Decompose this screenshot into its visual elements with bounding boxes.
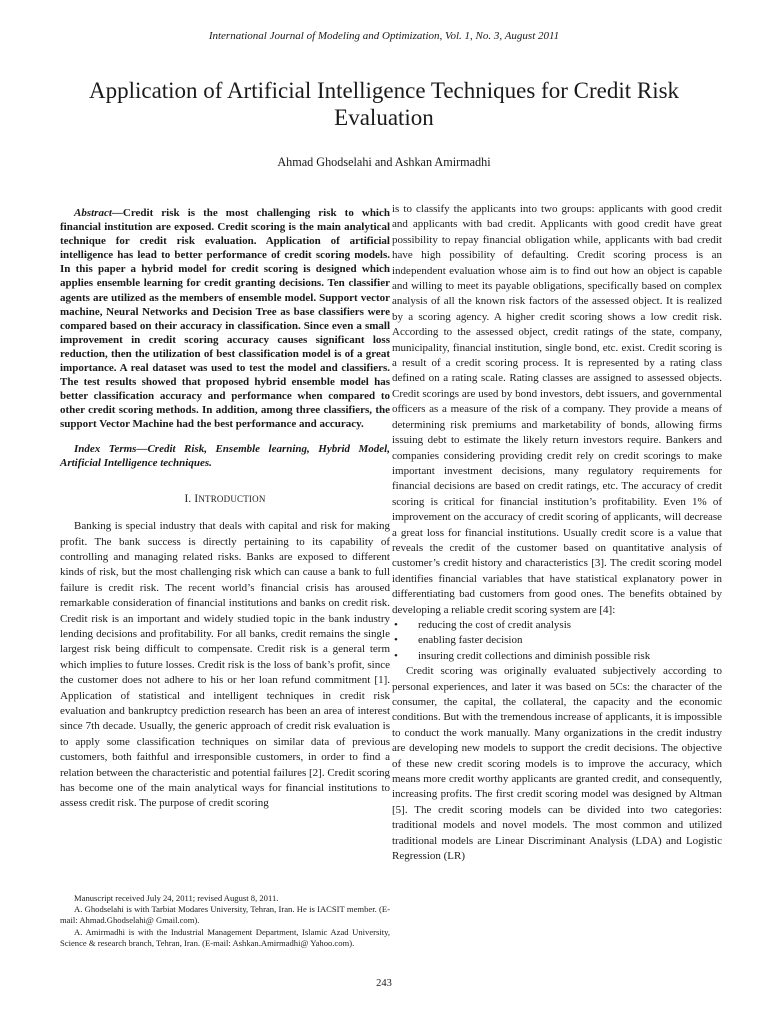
- index-terms-label: Index Terms—: [74, 442, 148, 455]
- abstract-text: Credit risk is the most challenging risk to which financial institution are exposed. Credit scoring is the main analytical technique for credit risk evaluation. Application of artificial intelligence has lead to better performance of credit scoring models. In this paper a hybrid model for credit scoring is designed which applies ensemble learning for credit granting decisions. Ten classifier agents are utilized as the members of ensemble model. Support vector machine, Neural Networks and Decision Tree as base classifiers were compared based on their accuracy in classification. Since even a small improvement in credit scoring accuracy causes significant loss reduction, then the utilization of best classification model is of a great importance. A real dataset was used to test the model and classifiers. The test results showed that proposed hybrid ensemble model has better classification accuracy and performance when compared to other credit scoring methods. In addition, among three classifiers, the support Vector Machine had the best performance and accuracy.: [60, 207, 390, 431]
- section-heading-introduction: [60, 492, 390, 507]
- right-column: [392, 202, 722, 864]
- right-paragraph-2: Credit scoring was originally evaluated subjectively according to personal experiences, and later it was based on 5Cs: the character of the consumer, the capital, the collateral, the capacity and the economic conditions. But with the tremendous increase of applicants, it is impossible to conduct the work manually. Many organizations in the credit industry are developing new models to support the credit decisions. The objective of these new credit scoring models is to improve the accuracy, which means more credit worthy applicants are granted credit, and consequently, increasing profits. The first credit scoring model was designed by Altman [5]. The credit scoring models can be divided into two categories: traditional models and novel models. The most common and utilized traditional models are Linear Discriminant Analysis (LDA) and Logistic Regression (LR): [392, 665, 722, 863]
- benefits-list: [392, 618, 722, 664]
- list-item-text: enabling faster decision: [418, 634, 523, 647]
- left-column: [60, 206, 390, 812]
- section-numeral: I.: [184, 492, 195, 505]
- abstract-label: Abstract—: [74, 207, 123, 219]
- footnote-author-1: A. Ghodselahi is with Tarbiat Modares University, Tehran, Iran. He is IACSIT member. (E-mail: Ahmad.Ghodselahi@ Gmail.com).: [60, 904, 390, 926]
- authors: Ahmad Ghodselahi and Ashkan Amirmadhi: [277, 155, 491, 169]
- section-title-rest: NTRODUCTION: [198, 493, 266, 504]
- intro-paragraph: Banking is special industry that deals with capital and risk for making profit. The bank success is directly pertaining to its capability of controlling and managing related risks. Banks are exposed to different kinds of risk, but the most challenging risk which can cause a bank to full failure is credit risk. The recent world’s financial crisis has aroused remarkable consideration of financial institutions and banks on credit risk. Credit risk is an important and widely studied topic in the bank industry lending decisions and profitability. For all banks, credit remains the single largest risk being difficult to compensate. Credit risk is a general term which implies to future losses. Credit risk is the loss of bank’s profit, since the customer does not adhere to his or her loan refund commitment [1]. Application of statistical and intelligent techniques in credit risk evaluation and bankruptcy prediction research has been an area of interest since 7th decade. Usually, the generic approach of credit risk evaluation is to apply some classification techniques on similar data of previous customers, both faithful and irresponsible customers, in order to find a relation between the characteristic and potential failures [2]. Credit scoring has become one of the main analytical ways for financial institutions to assess credit risk. The purpose of credit scoring: [60, 520, 390, 810]
- list-item-text: insuring credit collections and diminish possible risk: [418, 649, 651, 662]
- footnote-author-2: A. Amirmadhi is with the Industrial Management Department, Islamic Azad University, Science & research branch, Tehran, Iran. (E-mail: Ashkan.Amirmadhi@ Yahoo.com).: [60, 926, 390, 948]
- list-item: [392, 618, 722, 633]
- index-terms: [60, 442, 390, 470]
- list-item-text: reducing the cost of credit analysis: [418, 618, 572, 631]
- bullet-icon: •: [394, 634, 398, 647]
- page-number: 243: [376, 978, 392, 989]
- index-terms-text: Credit Risk, Ensemble learning, Hybrid Model, Artificial Intelligence techniques.: [60, 442, 390, 469]
- section-first-letter: I: [194, 492, 199, 505]
- running-head: International Journal of Modeling and Optimization, Vol. 1, No. 3, August 2011: [208, 30, 560, 42]
- list-item: [392, 633, 722, 648]
- abstract: [60, 206, 390, 432]
- paper-title: Application of Artificial Intelligence Techniques for Credit Risk Evaluation: [88, 78, 680, 130]
- bullet-icon: •: [394, 618, 398, 631]
- footnotes: [60, 893, 390, 949]
- list-item: [392, 649, 722, 664]
- footnote-received: Manuscript received July 24, 2011; revised August 8, 2011.: [74, 893, 279, 903]
- right-paragraph-1: is to classify the applicants into two groups: applicants with good credit and applicants with bad credit. Applicants with good credit have great possibility to repay financial obligation while, applicants with bad credit have high possibility of defaulting. Credit scoring process is an independent evaluation whose aim is to find out how an object is capable and willing to meet its payable obligations, specifically based on complex analysis of all the known risk factors of the assessed object. It is realized by a scoring agency. A higher credit scoring shows a low credit risk. According to the assessed object, credit ratings of the state, company, municipality, financial institution, single bond, etc. exist. Credit scoring is a result of a credit scoring process. It is represented by a rating class defined on a rating scale. Rating classes are assigned to assessed objects. Credit scorings are used by bond investors, debt issuers, and governmental officers as a measure of the risk of a company. They provide a means of determining risk premiums and marketability of bonds, allowing firms issuing debt to estimate the likely return investors require. Bankers and companies considering providing credit rely on credit scorings to make important investment decisions, many regulatory requirements for financial decisions are based on credit ratings, etc. The accuracy of credit scoring is critical for financial institution’s profitability. Even 1% of improvement on the accuracy of credit scoring of applicants, will decrease a great loss for financial institutions. Usually credit score is a value that reveals the credit of the customer based on quantitative analysis of customer’s credit history and characteristics [3]. The credit scoring model identifies financial variables that have statistical explanatory power in differentiating bad customers from good ones. The benefits obtained by developing a reliable credit scoring system are [4]:: [392, 203, 722, 616]
- bullet-icon: •: [394, 649, 398, 662]
